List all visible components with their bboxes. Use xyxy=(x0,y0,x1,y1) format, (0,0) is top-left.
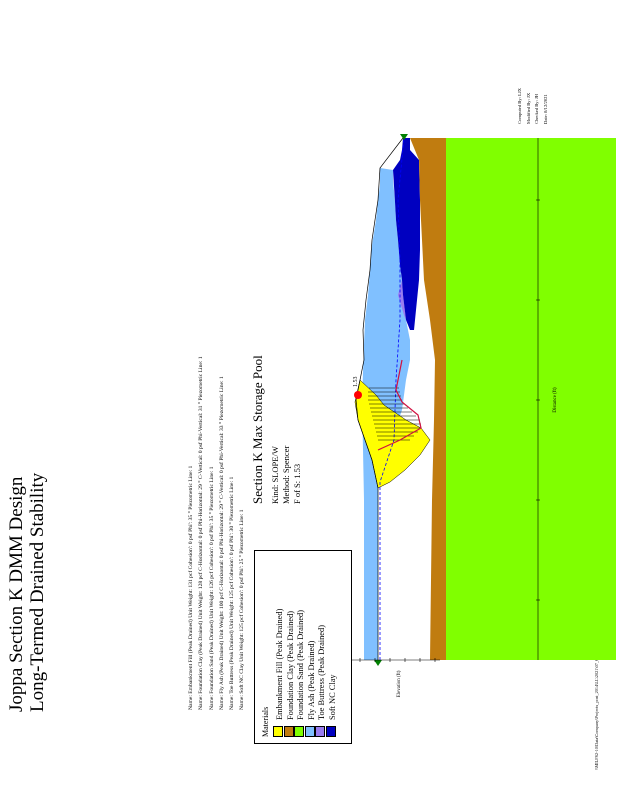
legend-item-label: Embankment Fill (Peak Drained) xyxy=(275,608,284,720)
elevation-axis-label: Elevation (ft) xyxy=(397,670,402,698)
material-property-row: Name: Fly Ash (Peak Drained) Unit Weight: 100 pcf C-Horizontal: 0 psf Phi-Horizontal: 29 ° C-Vertical: 0 psf Phi-Vertical: 33 ° Piezometric Line: 1 xyxy=(218,376,225,710)
material-property-row: Name: Toe Buttress (Peak Drained) Unit Weight: 125 pcf Cohesion': 0 psf Phi': 30 ° Piezometric Line: 1 xyxy=(229,476,236,710)
modified-by: Modified By: JX xyxy=(525,92,531,124)
material-property-row: Name: Foundation Clay (Peak Drained) Unit Weight: 128 pcf C-Horizontal: 0 psf Phi-Horizontal: 29 ° C-Vertical: 0 psf Phi-Vertical: 31 ° Piezometric Line: 1 xyxy=(198,356,205,710)
computed-by: Computed By: LJX xyxy=(517,88,522,124)
analysis-factor-of-safety: F of S: 1.53 xyxy=(292,463,302,504)
analysis-kind: Kind: SLOPE/W xyxy=(270,446,280,504)
legend-item-label: Toe Buttress (Peak Drained) xyxy=(317,625,327,720)
legend-item-label: Foundation Clay (Peak Drained) xyxy=(285,610,295,720)
report-title-line2: Long-Termed Drained Stability xyxy=(27,472,48,712)
slip-center-point xyxy=(354,391,362,399)
legend-item-label: Soft NC Clay xyxy=(327,674,337,720)
analysis-method: Method: Spencer xyxy=(281,445,291,504)
material-property-row: Name: Embankment Fill (Peak Drained) Unit Weight: 131 pcf Cohesion': 0 psf Phi': 35 ° Piezometric Line: 1 xyxy=(188,465,194,710)
material-property-row: Name: Foundation Sand (Peak Drained) Unit Weight: 126 pcf Cohesion': 0 psf Phi': 35 ° Piezometric Line: 1 xyxy=(208,466,215,710)
legend-item-label: Foundation Sand (Peak Drained) xyxy=(296,609,306,720)
report-title-line1: Joppa Section K DMM Design xyxy=(6,476,27,712)
legend-item-label: Fly Ash (Peak Drained) xyxy=(306,640,316,720)
distance-axis-label: Distance (ft) xyxy=(553,387,558,413)
checked-by: Checked By: JH xyxy=(534,93,540,124)
slip-factor-label: 1.53 xyxy=(353,376,359,387)
foundation-sand-region xyxy=(446,138,616,660)
analysis-section-title: Section K Max Storage Pool xyxy=(250,355,265,504)
legend-heading: Materials xyxy=(261,706,270,737)
material-property-row: Name: Soft NC Clay Unit Weight: 125 pcf Cohesion': 0 psf Phi': 25 ° Piezometric Line: 1 xyxy=(239,509,246,710)
date: Date: 8/12/2021 xyxy=(542,94,548,124)
